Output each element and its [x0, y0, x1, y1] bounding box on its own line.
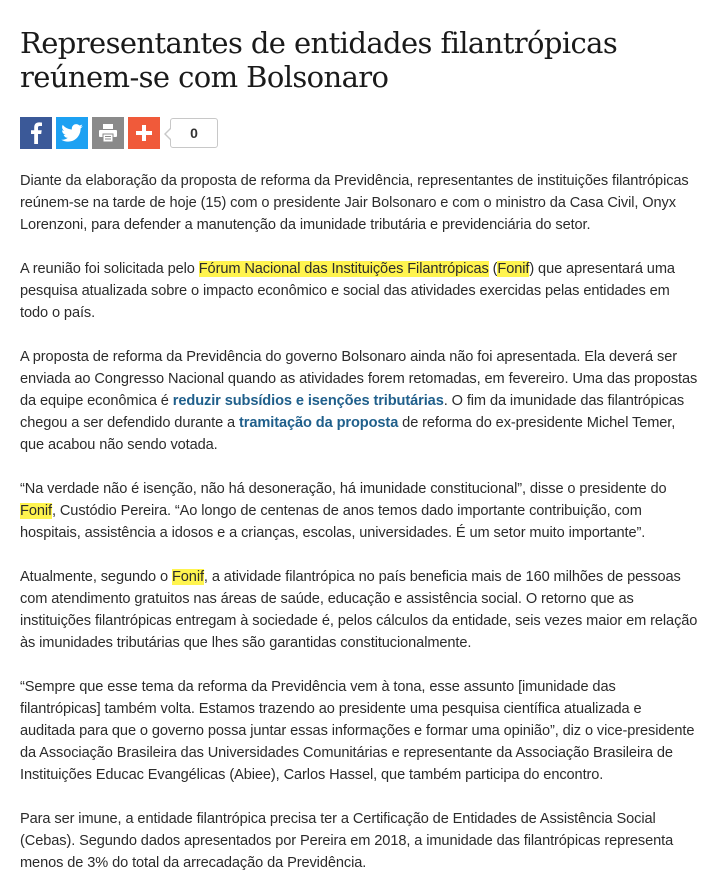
- paragraph-1: Diante da elaboração da proposta de reforma da Previdência, representantes de instituições filantrópicas reúnem-se na tarde de hoje (15) com o presidente Jair Bolsonaro e com o ministro da Casa Civil, Onyx Lorenzoni, para defender a manutenção da imunidade tributária e previdenciária do setor.: [20, 173, 689, 233]
- facebook-share-button[interactable]: [20, 117, 52, 149]
- paragraph-5-text-a: Atualmente, segundo o: [20, 569, 172, 585]
- twitter-icon: [61, 124, 83, 142]
- title-line-2: reúnem-se com Bolsonaro: [20, 60, 389, 94]
- paragraph-3-text-b: . O fim da imunidade das filantrópicas chegou a ser defendido durante a: [20, 393, 685, 431]
- paragraph-3-text-a: A proposta de reforma da Previdência do governo Bolsonaro ainda não foi apresentada. Ela deverá ser enviada ao Congresso Nacional quando as atividades forem retomadas, em fevereiro. Uma das propostas da equipe econômica é: [20, 349, 698, 409]
- highlight-fonif: Fonif: [497, 261, 530, 277]
- print-icon: [98, 124, 118, 142]
- link-reduzir-subsidios[interactable]: reduzir subsídios e isenções tributárias: [172, 393, 444, 409]
- paragraph-7: Para ser imune, a entidade filantrópica precisa ter a Certificação de Entidades de Assistência Social (Cebas). Segundo dados apresentados por Pereira em 2018, a imunidade das filantrópicas representa menos de 3% do total da arrecadação da Previdência.: [20, 811, 674, 871]
- facebook-icon: [29, 122, 43, 144]
- highlight-fonif: Fonif: [20, 503, 52, 519]
- paragraph-3: [20, 346, 700, 456]
- article-title: [20, 26, 690, 94]
- paragraph-2-text-b: (: [488, 261, 498, 277]
- highlight-fonif: Fonif: [171, 569, 204, 585]
- paragraph-4-text-a: “Na verdade não é isenção, não há desoneração, há imunidade constitucional”, disse o presidente do: [20, 481, 667, 497]
- paragraph-4: [20, 478, 700, 544]
- share-count: 0: [170, 118, 218, 148]
- paragraph-2-text-c: ) que apresentará uma pesquisa atualizada sobre o impacto econômico e social das atividades exercidas pelas entidades em todo o país.: [20, 261, 675, 321]
- paragraph-2: [20, 258, 700, 324]
- highlight-fonif-full: Fórum Nacional das Instituições Filantrópicas: [198, 261, 489, 277]
- paragraph-6: “Sempre que esse tema da reforma da Previdência vem à tona, esse assunto [imunidade das filantrópicas] também volta. Estamos trazendo ao presidente uma pesquisa científica atualizada e auditada para que o governo possa juntar essas informações e formar uma opinião”, diz o vice-presidente da Associação Brasileira das Universidades Comunitárias e representante da Associação Brasileira de Instituições Educac Evangélicas (Abiee), Carlos Hassel, que também participa do encontro.: [20, 679, 695, 783]
- paragraph-4-text-b: , Custódio Pereira. “Ao longo de centenas de anos temos dado importante contribuição, com hospitais, assistência a idosos e a crianças, escolas, universidades. É um setor muito importante”.: [20, 503, 646, 541]
- twitter-share-button[interactable]: [56, 117, 88, 149]
- paragraph-2-text-a: A reunião foi solicitada pelo: [20, 261, 199, 277]
- link-tramitacao-proposta[interactable]: tramitação da proposta: [239, 415, 399, 431]
- more-share-button[interactable]: [128, 117, 160, 149]
- article-body: [20, 170, 700, 896]
- paragraph-5-text-b: , a atividade filantrópica no país beneficia mais de 160 milhões de pessoas com atendimento gratuitos nas áreas de saúde, educação e assistência social. O retorno que as instituições filantrópicas entregam à sociedade é, pelos cálculos da entidade, seis vezes maior em relação às imunidades tributárias que lhes são garantidas constitucionalmente.: [20, 569, 698, 651]
- title-line-1: Representantes de entidades filantrópicas: [20, 26, 618, 60]
- plus-icon: [135, 124, 153, 142]
- paragraph-5: [20, 566, 700, 654]
- paragraph-3-text-c: de reforma do ex-presidente Michel Temer, que acabou não sendo votada.: [20, 415, 676, 453]
- share-bar: [20, 118, 218, 148]
- print-button[interactable]: [92, 117, 124, 149]
